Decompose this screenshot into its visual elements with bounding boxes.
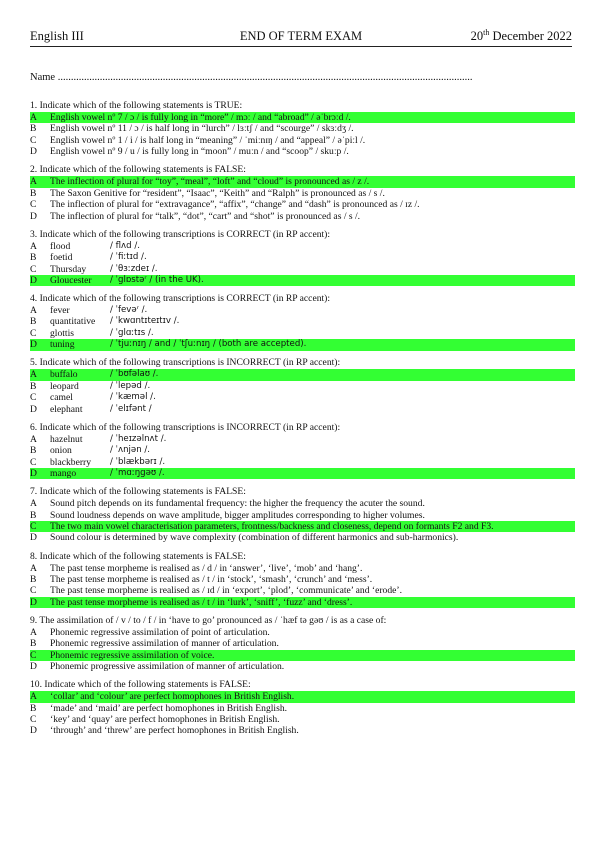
option-letter: C [30,392,37,404]
option-word: leopard [50,380,79,392]
option-letter: B [30,573,37,585]
option-c-answer [30,650,575,661]
option-text: Phonemic regressive assimilation of manner of articulation. [50,638,279,650]
option-word: hazelnut [50,433,83,445]
question-2 [30,164,575,222]
option-b [30,574,575,585]
option-transcription: / ˈkwɑntɪteɪtɪv /. [110,316,180,327]
option-letter: A [30,240,37,252]
option-word: camel [50,392,73,404]
question-9 [30,615,575,673]
option-letter: B [30,187,37,199]
question-4 [30,293,575,351]
option-d [30,404,575,415]
option-c-answer [30,521,575,532]
option-b [30,445,575,456]
option-text: ‘collar’ and ‘colour’ are perfect homophones in British English. [50,691,295,703]
option-word: Thursday [50,263,87,275]
option-transcription: / ˈblækbərɪ /. [110,456,166,467]
option-letter: C [30,134,37,146]
question-5 [30,357,575,415]
option-word: mango [50,467,77,479]
question-stem: 3. Indicate which of the following transcriptions is CORRECT (in RP accent): [30,228,331,240]
option-text: The past tense morpheme is realised as / t / in ‘stock’, ‘smash’, ‘crunch’ and ‘mess’. [50,573,373,585]
question-list [30,100,575,744]
option-text: The Saxon Genitive for “resident”, “Isaac”, “Keith” and “Ralph” is pronounced as / s /. [50,187,385,199]
question-3 [30,229,575,287]
option-letter: C [30,456,37,468]
option-word: flood [50,240,71,252]
exam-date [471,28,572,44]
option-transcription: / ˈglɑːtɪs /. [110,327,154,338]
question-10 [30,679,575,737]
option-letter: A [30,498,37,510]
option-letter: D [30,210,37,222]
option-c [30,135,575,146]
option-a [30,563,575,574]
question-stem: 7. Indicate which of the following statements is FALSE: [30,486,246,498]
option-word: fever [50,305,70,317]
option-letter: D [30,661,37,673]
option-d-answer [30,339,575,350]
name-line: Name .............................................................................................................................................................. [30,72,473,83]
option-letter: D [30,532,37,544]
option-a [30,241,575,252]
option-transcription: / ˈelɪfənt / [110,403,152,414]
option-letter: D [30,467,37,479]
option-b [30,252,575,263]
question-stem: 4. Indicate which of the following transcriptions is CORRECT (in RP accent): [30,293,331,305]
option-d-answer [30,275,575,286]
option-c [30,714,575,725]
option-letter: C [30,199,37,211]
option-transcription: / ˈlepəd /. [110,380,151,391]
option-word: buffalo [50,369,78,381]
option-text: The two main vowel characterisation parameters, frontness/backness and closeness, depend on formants F2 and F3. [50,520,494,532]
option-c [30,392,575,403]
exam-title: END OF TERM EXAM [239,29,363,43]
option-letter: B [30,123,37,135]
question-stem: 8. Indicate which of the following statements is FALSE: [30,550,246,562]
option-letter: D [30,596,37,608]
option-text: Sound loudness depends on wave amplitude, bigger amplitudes corresponding to higher volumes. [50,509,425,521]
option-a-answer [30,691,575,702]
option-a [30,627,575,638]
exam-date-day: 20 [470,29,484,43]
option-transcription: / ˈθɜːzdeɪ /. [110,263,158,274]
option-a [30,434,575,445]
option-text: English vowel nº 7 / ɔ / is fully long in “more” / mɔː / and “abroad” / əˈbrɔːd /. [50,112,351,123]
exam-date-rest: December 2022 [489,29,572,43]
option-b [30,510,575,521]
option-text: English vowel nº 1 / i / is half long in “meaning” / ˈmiːnɪŋ / and “appeal” / əˈpiːl /. [50,134,366,146]
header-rule [30,46,572,47]
option-d-answer [30,468,575,479]
question-stem: 2. Indicate which of the following statements is FALSE: [30,164,246,176]
question-stem: 10. Indicate which of the following statements is FALSE: [30,679,251,691]
option-letter: B [30,252,37,264]
option-letter: A [30,562,37,574]
option-letter: B [30,316,37,328]
option-letter: B [30,445,37,457]
option-letter: C [30,649,37,661]
option-b [30,703,575,714]
option-c [30,264,575,275]
option-a [30,498,575,509]
option-text: Phonemic progressive assimilation of manner of articulation. [50,661,285,673]
option-transcription: / ˈʌnjən /. [110,445,151,456]
option-letter: C [30,585,37,597]
option-text: The past tense morpheme is realised as / ɪd / in ‘export’, ‘plod’, ‘communicate’ and ‘erode’. [50,585,403,597]
option-letter: B [30,509,37,521]
question-stem: 5. Indicate which of the following transcriptions is INCORRECT (in RP accent): [30,357,341,369]
option-word: tuning [50,339,75,351]
option-word: foetid [50,252,73,264]
option-text: The inflection of plural for “talk”, “dot”, “cart” and “shot” is pronounced as / s /. [50,210,361,222]
option-letter: D [30,403,37,415]
option-d-answer [30,597,575,608]
option-a-answer [30,176,575,187]
question-7 [30,486,575,544]
option-d [30,725,575,736]
option-text: Sound pitch depends on its fundamental frequency: the higher the frequency the acuter the sound. [50,498,425,510]
option-transcription: / ˈfiːtɪd /. [110,252,147,263]
page-header [30,28,572,44]
option-letter: B [30,380,37,392]
option-text: The past tense morpheme is realised as / t / in ‘lurk’, ‘sniff’, ‘fuzz’ and ‘dress’. [50,596,353,608]
course-name: English III [30,29,84,43]
option-text: Sound colour is determined by wave complexity (combination of different harmonics and sub-harmonics). [50,532,459,544]
question-1 [30,100,575,158]
option-c [30,199,575,210]
option-text: Phonemic regressive assimilation of point of articulation. [50,626,270,638]
option-text: English vowel nº 11 / ɔ / is half long in “lurch” / lɜːtʃ / and “scourge” / skɜːdʒ /. [50,123,354,135]
option-letter: C [30,714,37,726]
option-letter: D [30,725,37,737]
option-text: ‘made’ and ‘maid’ are perfect homophones in British English. [50,702,288,714]
option-transcription: / flʌd /. [110,240,140,251]
option-b [30,381,575,392]
option-letter: C [30,520,37,532]
option-transcription: / ˈmɑːŋgəʊ /. [110,467,165,478]
option-letter: A [30,626,37,638]
option-letter: B [30,638,37,650]
option-transcription: / ˈkæməl /. [110,392,156,403]
option-word: quantitative [50,316,96,328]
option-d [30,211,575,222]
option-text: The inflection of plural for “extravagance”, “affix”, “change” and “dash” is pronounced as / ɪz /. [50,199,420,211]
option-text: ‘key’ and ‘quay’ are perfect homophones in British English. [50,714,280,726]
option-letter: A [30,433,37,445]
option-text: Phonemic regressive assimilation of voice. [50,649,215,661]
question-stem: 6. Indicate which of the following transcriptions is INCORRECT (in RP accent): [30,421,341,433]
option-text: The past tense morpheme is realised as / d / in ‘answer’, ‘live’, ‘mob’ and ‘hang’. [50,562,363,574]
question-8 [30,551,575,609]
option-text: ‘through’ and ‘threw’ are perfect homophones in British English. [50,725,299,737]
option-transcription: / ˈglɒstəʳ / (in the UK). [110,274,204,285]
option-c [30,457,575,468]
option-letter: B [30,702,37,714]
option-letter: D [30,339,37,351]
exam-date-suffix: th [483,28,490,37]
option-letter: A [30,369,37,381]
option-word: glottis [50,327,74,339]
option-word: elephant [50,403,83,415]
option-word: Gloucester [50,274,92,286]
option-word: blackberry [50,456,92,468]
option-d [30,146,575,157]
option-a [30,305,575,316]
option-word: onion [50,445,72,457]
option-letter: A [30,305,37,317]
question-stem: 9. The assimilation of / v / to / f / in ‘have to go’ pronounced as / ˈhæf tə gəʊ / is as a case of: [30,614,387,626]
option-transcription: / ˈheɪzəlnʌt /. [110,433,167,444]
option-b [30,638,575,649]
option-b [30,316,575,327]
option-letter: C [30,327,37,339]
option-letter: A [30,691,37,703]
option-d [30,532,575,543]
question-6 [30,422,575,480]
option-letter: D [30,146,37,158]
question-stem: 1. Indicate which of the following statements is TRUE: [30,100,243,111]
option-text: English vowel nº 9 / u / is fully long in “moon” / muːn / and “scoop” / skuːp /. [50,146,349,158]
option-text: The inflection of plural for “toy”, “meal”, “loft” and “cloud” is pronounced as / z /. [50,176,370,188]
option-letter: C [30,263,37,275]
option-a-answer [30,112,575,123]
option-d [30,661,575,672]
option-a-answer [30,369,575,380]
option-c [30,328,575,339]
option-transcription: / ˈbʊfəlaʊ /. [110,369,159,380]
option-transcription: / ˈtjuːnɪŋ / and / ˈtʃuːnɪŋ / (both are accepted). [110,339,307,350]
option-letter: A [30,176,37,188]
option-transcription: / ˈfevəʳ /. [110,305,148,316]
option-letter: D [30,274,37,286]
option-b [30,123,575,134]
option-b [30,188,575,199]
option-letter: A [30,112,37,123]
option-c [30,585,575,596]
